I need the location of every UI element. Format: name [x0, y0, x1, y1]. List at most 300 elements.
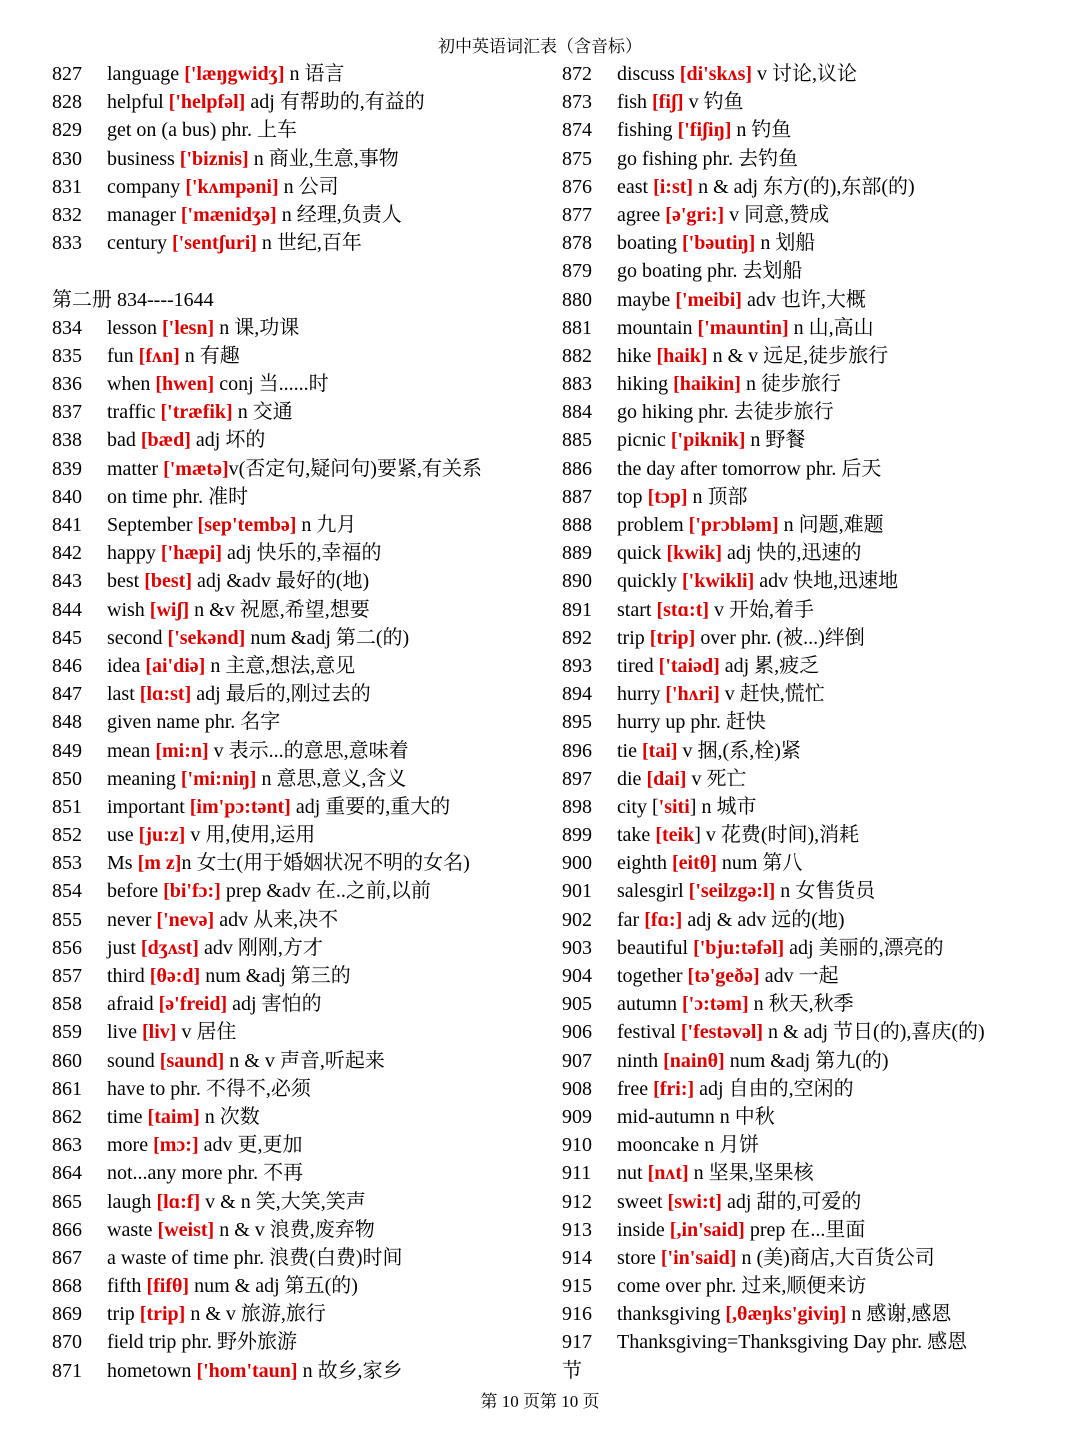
- entry-word: city [: [617, 795, 659, 818]
- entry-definition: adv 一起: [759, 965, 839, 987]
- entry-number: 913: [562, 1218, 592, 1241]
- entry-phonetic: [swi:t]: [667, 1190, 722, 1213]
- entry-body: [107, 145, 399, 173]
- entry-number: 839: [52, 457, 82, 480]
- entry-number: 857: [52, 965, 82, 987]
- entry-phonetic: [taim]: [147, 1105, 200, 1128]
- vocab-entry: [52, 1018, 557, 1046]
- entry-number: 894: [562, 683, 592, 706]
- entry-body: [107, 539, 381, 567]
- entry-definition: n 公司: [278, 175, 339, 198]
- entry-number: 843: [52, 570, 82, 593]
- entry-body: [617, 737, 801, 765]
- entry-phonetic: [stɑ:t]: [656, 598, 710, 621]
- vocab-entry: [52, 934, 557, 962]
- entry-body: [107, 483, 248, 511]
- entry-word: last: [107, 683, 140, 706]
- vocab-entry: [562, 1131, 1072, 1159]
- entry-definition: adj &adv 最好的(地): [191, 570, 370, 593]
- entry-word: the day after tomorrow phr. 后天: [617, 457, 882, 480]
- entry-definition: n 商业,生意,事物: [248, 147, 399, 170]
- entry-word: discuss: [617, 63, 680, 85]
- wrapped-line: 节: [562, 1359, 582, 1382]
- entry-word: not...any more phr. 不再: [107, 1162, 304, 1185]
- vocab-entry: [52, 1047, 557, 1075]
- entry-number: 903: [562, 936, 592, 959]
- entry-definition: num & adj 第五(的): [189, 1275, 358, 1298]
- entry-number: 830: [52, 147, 82, 170]
- entry-phonetic: [,in'said]: [669, 1218, 745, 1241]
- entry-body: [617, 455, 881, 483]
- entry-number: 895: [562, 711, 592, 734]
- entry-body: [617, 229, 815, 257]
- entry-body: [107, 962, 351, 990]
- entry-definition: n 语言: [284, 63, 345, 85]
- entry-word: afraid: [107, 993, 159, 1016]
- vocab-entry: [52, 398, 557, 426]
- entry-word: laugh: [107, 1190, 157, 1213]
- entry-word: go boating phr. 去划船: [617, 260, 803, 283]
- vocab-entry: [562, 737, 1072, 765]
- entry-word: go fishing phr. 去钓鱼: [617, 147, 799, 170]
- entry-phonetic: ['seilzgə:l]: [688, 880, 776, 903]
- entry-word: waste: [107, 1218, 158, 1241]
- entry-body: [617, 567, 898, 595]
- entry-phonetic: [fɑ:]: [644, 908, 683, 931]
- entry-word: quick: [617, 542, 667, 565]
- entry-number: 902: [562, 908, 592, 931]
- entry-phonetic: [fiʃ]: [652, 91, 684, 114]
- entry-definition: prep 在...里面: [744, 1218, 866, 1241]
- entry-phonetic: ['prɔbləm]: [688, 514, 779, 536]
- entry-body: [617, 1188, 861, 1216]
- entry-definition: n 次数: [199, 1105, 260, 1128]
- entry-body: [107, 342, 240, 370]
- entry-body: [617, 680, 825, 708]
- entry-number: 856: [52, 936, 82, 959]
- entry-number: 865: [52, 1190, 82, 1213]
- entry-phonetic: [di'skʌs]: [679, 63, 753, 85]
- entry-body: [617, 116, 791, 144]
- entry-definition: n 世纪,百年: [256, 232, 362, 255]
- vocab-entry: [52, 1272, 557, 1300]
- entry-phonetic: [sep'tembə]: [197, 514, 297, 536]
- entry-body: [107, 370, 329, 398]
- entry-definition: v 表示...的意思,意味着: [208, 739, 409, 762]
- entry-definition: adv 更,更加: [198, 1134, 303, 1157]
- vocab-entry: [52, 455, 557, 483]
- entry-number: 840: [52, 485, 82, 508]
- entry-definition: n 有趣: [179, 344, 240, 367]
- entry-number: 831: [52, 175, 82, 198]
- entry-phonetic: ['lesn]: [162, 316, 215, 339]
- entry-phonetic: ['hom'taun]: [196, 1359, 298, 1382]
- entry-word: autumn: [617, 993, 682, 1016]
- entry-word: wish: [107, 598, 150, 621]
- entry-number: 911: [562, 1162, 592, 1185]
- entry-word: second: [107, 626, 168, 649]
- entry-body: [617, 708, 766, 736]
- entry-body: [617, 314, 874, 342]
- entry-number: 859: [52, 1021, 82, 1044]
- entry-number: 901: [562, 880, 592, 903]
- left-column: [52, 60, 557, 1385]
- vocab-entry: [52, 116, 557, 144]
- entry-number: 898: [562, 795, 592, 818]
- entry-phonetic: [haik]: [656, 344, 708, 367]
- right-column: [562, 60, 1072, 1385]
- vocab-entry: [562, 483, 1072, 511]
- entry-word: thanksgiving: [617, 1303, 726, 1326]
- entry-body: [107, 990, 322, 1018]
- entry-definition: adv 从来,决不: [214, 908, 339, 931]
- entry-phonetic: ['nevə]: [156, 908, 215, 931]
- entry-body: [617, 962, 839, 990]
- entry-phonetic: [mɔ:]: [153, 1134, 199, 1157]
- entry-number: 834: [52, 316, 82, 339]
- vocab-entry: [52, 906, 557, 934]
- entry-definition: v(否定句,疑问句)要紧,有关系: [228, 457, 482, 480]
- entry-phonetic: 'siti: [658, 795, 690, 818]
- entry-word: salesgirl: [617, 880, 689, 903]
- vocab-entry: [562, 962, 1072, 990]
- entry-body: [107, 1131, 303, 1159]
- entry-number: 836: [52, 373, 82, 396]
- entry-definition: v 开始,着手: [709, 598, 815, 621]
- entry-number: 906: [562, 1021, 592, 1044]
- entry-definition: adj 美丽的,漂亮的: [784, 936, 944, 959]
- entry-word: century: [107, 232, 172, 255]
- entry-body: [107, 88, 425, 116]
- entry-phonetic: [tai]: [642, 739, 678, 762]
- vocab-entry: [52, 1188, 557, 1216]
- vocab-entry: [562, 596, 1072, 624]
- entry-phonetic: ['sentʃuri]: [171, 232, 257, 255]
- vocab-entry: [562, 314, 1072, 342]
- entry-body: [107, 1047, 385, 1075]
- vocab-entry: [52, 1075, 557, 1103]
- entry-body: [107, 877, 431, 905]
- entry-word: inside: [617, 1218, 670, 1241]
- vocab-entry: [52, 511, 557, 539]
- entry-definition: n 交通: [232, 401, 293, 424]
- entry-definition: v 死亡: [686, 767, 747, 790]
- entry-number: 855: [52, 908, 82, 931]
- vocab-entry: [562, 624, 1072, 652]
- entry-number: 868: [52, 1275, 82, 1298]
- vocab-entry: [562, 1103, 1072, 1131]
- entry-body: [617, 1018, 985, 1046]
- vocab-entry: [52, 314, 557, 342]
- entry-body: [107, 652, 355, 680]
- vocab-entry: [562, 398, 1072, 426]
- entry-number: 871: [52, 1359, 82, 1382]
- entry-word: maybe: [617, 288, 676, 311]
- entry-body: [107, 737, 409, 765]
- entry-definition: n & v 旅游,旅行: [185, 1303, 326, 1326]
- entry-number: 838: [52, 429, 82, 452]
- entry-number: 873: [562, 91, 592, 114]
- entry-body: [617, 793, 756, 821]
- entry-body: [107, 1188, 366, 1216]
- entry-number: 896: [562, 739, 592, 762]
- entry-definition: n 划船: [755, 232, 816, 255]
- vocab-entry: [562, 1159, 1072, 1187]
- entry-body: [107, 511, 356, 539]
- entry-number: 877: [562, 203, 592, 226]
- entry-body: [617, 934, 944, 962]
- vocab-entry: [562, 370, 1072, 398]
- entry-definition: adj 坏的: [190, 429, 266, 452]
- entry-phonetic: ['ɔ:təm]: [682, 993, 749, 1016]
- entry-definition: n 课,功课: [214, 316, 300, 339]
- entry-definition: n 九月: [296, 514, 357, 536]
- entry-phonetic: [haikin]: [673, 373, 741, 396]
- vocab-entry: [562, 567, 1072, 595]
- entry-word: business: [107, 147, 180, 170]
- entry-number: 829: [52, 119, 82, 142]
- entry-number: 907: [562, 1049, 592, 1072]
- entry-word: festival: [617, 1021, 681, 1044]
- vocab-entry: [52, 849, 557, 877]
- entry-word: meaning: [107, 767, 181, 790]
- entry-number: 899: [562, 824, 592, 847]
- entry-body: [617, 877, 875, 905]
- entry-number: 846: [52, 654, 82, 677]
- entry-number: 837: [52, 401, 82, 424]
- entry-definition: adv 也许,大概: [741, 288, 866, 311]
- entry-word: mooncake n 月饼: [617, 1134, 760, 1157]
- entry-number: 850: [52, 767, 82, 790]
- entry-number: 848: [52, 711, 82, 734]
- entry-word: nut: [617, 1162, 648, 1185]
- vocab-entry: [562, 1328, 1072, 1356]
- entry-body: [107, 1159, 303, 1187]
- entry-phonetic: [,θæŋks'giviŋ]: [725, 1303, 847, 1326]
- entry-word: come over phr. 过来,顺便来访: [617, 1275, 867, 1298]
- entry-number: 878: [562, 232, 592, 255]
- entry-body: [617, 1272, 866, 1300]
- vocab-entry: [52, 229, 557, 257]
- entry-word: a waste of time phr. 浪费(白费)时间: [107, 1246, 403, 1269]
- entry-number: 833: [52, 232, 82, 255]
- page-header: 初中英语词汇表（含音标）: [438, 37, 642, 56]
- entry-body: [617, 145, 798, 173]
- entry-phonetic: [kwik]: [666, 542, 723, 565]
- vocab-entry: [562, 1075, 1072, 1103]
- entry-number: 835: [52, 344, 82, 367]
- entry-number: 862: [52, 1105, 82, 1128]
- entry-word: when: [107, 373, 156, 396]
- entry-body: [617, 1159, 814, 1187]
- entry-word: agree: [617, 203, 666, 226]
- entry-word: live: [107, 1021, 142, 1044]
- entry-body: [107, 201, 402, 229]
- entry-number: 912: [562, 1190, 592, 1213]
- entry-phonetic: [liv]: [142, 1021, 177, 1044]
- entry-number: 852: [52, 824, 82, 847]
- vocab-entry: [52, 1357, 557, 1385]
- entry-definition: adj 害怕的: [227, 993, 322, 1016]
- entry-word: sound: [107, 1049, 160, 1072]
- vocab-entry: [562, 286, 1072, 314]
- entry-number: 854: [52, 880, 82, 903]
- vocab-entry: [562, 229, 1072, 257]
- vocab-entry: [52, 652, 557, 680]
- entry-phonetic: [lɑ:st]: [139, 683, 192, 706]
- entry-phonetic: [θə:d]: [149, 965, 201, 987]
- entry-word: tired: [617, 654, 659, 677]
- entry-body: [617, 1328, 967, 1356]
- vocab-entry: [52, 708, 557, 736]
- entry-word: go hiking phr. 去徒步旅行: [617, 401, 834, 424]
- entry-word: lesson: [107, 316, 162, 339]
- vocab-entry: [52, 1328, 557, 1356]
- entry-word: beautiful: [617, 936, 694, 959]
- entry-definition: n & v 远足,徒步旅行: [707, 344, 889, 367]
- entry-phonetic: ['sekənd]: [167, 626, 246, 649]
- entry-number: 875: [562, 147, 592, 170]
- vocab-entry: [52, 567, 557, 595]
- vocab-entry: [52, 342, 557, 370]
- vocab-entry: [562, 455, 1072, 483]
- entry-body: [107, 116, 297, 144]
- entry-number: 827: [52, 63, 82, 85]
- entry-definition: v 同意,赞成: [724, 203, 830, 226]
- entry-body: [617, 990, 854, 1018]
- entry-body: [107, 60, 344, 88]
- vocab-entry: [52, 201, 557, 229]
- entry-word: given name phr. 名字: [107, 711, 281, 734]
- vocab-entry: [562, 821, 1072, 849]
- vocab-entry: [52, 539, 557, 567]
- entry-number: 832: [52, 203, 82, 226]
- vocab-entry: [52, 483, 557, 511]
- entry-body: [617, 342, 888, 370]
- entry-definition: prep &adv 在..之前,以前: [220, 880, 431, 903]
- entry-word: tie: [617, 739, 642, 762]
- vocab-entry: [562, 906, 1072, 934]
- vocab-entry: [52, 962, 557, 990]
- blank-line: [52, 257, 557, 285]
- entry-number: 869: [52, 1303, 82, 1326]
- entry-body: [107, 849, 470, 877]
- entry-number: 845: [52, 626, 82, 649]
- vocab-entry: [52, 1216, 557, 1244]
- entry-word: bad: [107, 429, 141, 452]
- entry-phonetic: ['bju:təfəl]: [693, 936, 785, 959]
- entry-definition: v 用,使用,运用: [185, 824, 316, 847]
- entry-body: [107, 229, 362, 257]
- vocab-entry: [562, 539, 1072, 567]
- vocab-entry: [562, 793, 1072, 821]
- entry-definition: n 经理,负责人: [276, 203, 402, 226]
- entry-word: time: [107, 1105, 148, 1128]
- entry-definition: n (美)商店,大百货公司: [736, 1246, 935, 1269]
- entry-body: [107, 1216, 375, 1244]
- entry-word: get on (a bus) phr. 上车: [107, 119, 297, 142]
- entry-phonetic: [ju:z]: [138, 824, 186, 847]
- entry-number: 867: [52, 1246, 82, 1269]
- entry-word: fifth: [107, 1275, 147, 1298]
- entry-word: together: [617, 965, 688, 987]
- vocab-entry: [52, 877, 557, 905]
- vocab-entry: [562, 1188, 1072, 1216]
- entry-phonetic: [fifθ]: [146, 1275, 190, 1298]
- entry-phonetic: ['mænidʒə]: [180, 203, 277, 226]
- entry-phonetic: ['taiəd]: [658, 654, 720, 677]
- vocab-entry: [562, 426, 1072, 454]
- entry-body: [617, 1216, 865, 1244]
- entry-number: 866: [52, 1218, 82, 1241]
- entry-definition: n 女售货员: [775, 880, 876, 903]
- entry-word: mountain: [617, 316, 698, 339]
- vocab-entry: [562, 145, 1072, 173]
- vocab-entry: [52, 1244, 557, 1272]
- entry-phonetic: [tɔp]: [647, 485, 688, 508]
- entry-body: [617, 426, 805, 454]
- entry-definition: n 山,高山: [788, 316, 874, 339]
- entry-word: hiking: [617, 373, 674, 396]
- entry-phonetic: [teik: [655, 824, 695, 847]
- entry-definition: ] v 花费(时间),消耗: [694, 824, 860, 847]
- entry-phonetic: [m z]: [137, 852, 182, 875]
- vocab-entry: [562, 849, 1072, 877]
- entry-word: problem: [617, 514, 689, 536]
- entry-word: use: [107, 824, 139, 847]
- entry-body: [617, 398, 834, 426]
- entry-body: [107, 906, 338, 934]
- entry-phonetic: ['bəutiŋ]: [682, 232, 756, 255]
- entry-definition: adj 甜的,可爱的: [721, 1190, 862, 1213]
- entry-definition: adj 重要的,重大的: [290, 795, 451, 818]
- entry-body: [617, 173, 915, 201]
- entry-body: [617, 60, 857, 88]
- entry-word: quickly: [617, 570, 682, 593]
- entry-body: [617, 539, 861, 567]
- entry-word: more: [107, 1134, 154, 1157]
- entry-word: have to phr. 不得不,必须: [107, 1077, 311, 1100]
- entry-word: free: [617, 1077, 654, 1100]
- entry-number: 853: [52, 852, 82, 875]
- entry-number: 876: [562, 175, 592, 198]
- entry-word: happy: [107, 542, 161, 565]
- entry-word: hometown: [107, 1359, 197, 1382]
- entry-phonetic: [im'pɔ:tənt]: [189, 795, 291, 818]
- entry-body: [617, 906, 845, 934]
- vocab-entry: [52, 596, 557, 624]
- entry-body: [617, 511, 884, 539]
- entry-word: mid-autumn n 中秋: [617, 1105, 775, 1128]
- entry-phonetic: [dʒʌst]: [140, 936, 199, 959]
- entry-definition: n 主意,想法,意见: [205, 654, 356, 677]
- vocab-entry: [52, 1131, 557, 1159]
- vocab-entry: [562, 1272, 1072, 1300]
- entry-number: 864: [52, 1162, 82, 1185]
- entry-definition: n 顶部: [687, 485, 748, 508]
- entry-body: [617, 286, 866, 314]
- entry-body: [107, 680, 371, 708]
- entry-definition: v 捆,(系,栓)紧: [677, 739, 801, 762]
- section-heading: [52, 286, 557, 314]
- entry-number: 889: [562, 542, 592, 565]
- entry-number: 910: [562, 1134, 592, 1157]
- entry-phonetic: [bæd]: [140, 429, 191, 452]
- entry-word: matter: [107, 457, 164, 480]
- entry-phonetic: [eitθ]: [672, 852, 717, 875]
- entry-word: field trip phr. 野外旅游: [107, 1331, 297, 1354]
- entry-word: before: [107, 880, 164, 903]
